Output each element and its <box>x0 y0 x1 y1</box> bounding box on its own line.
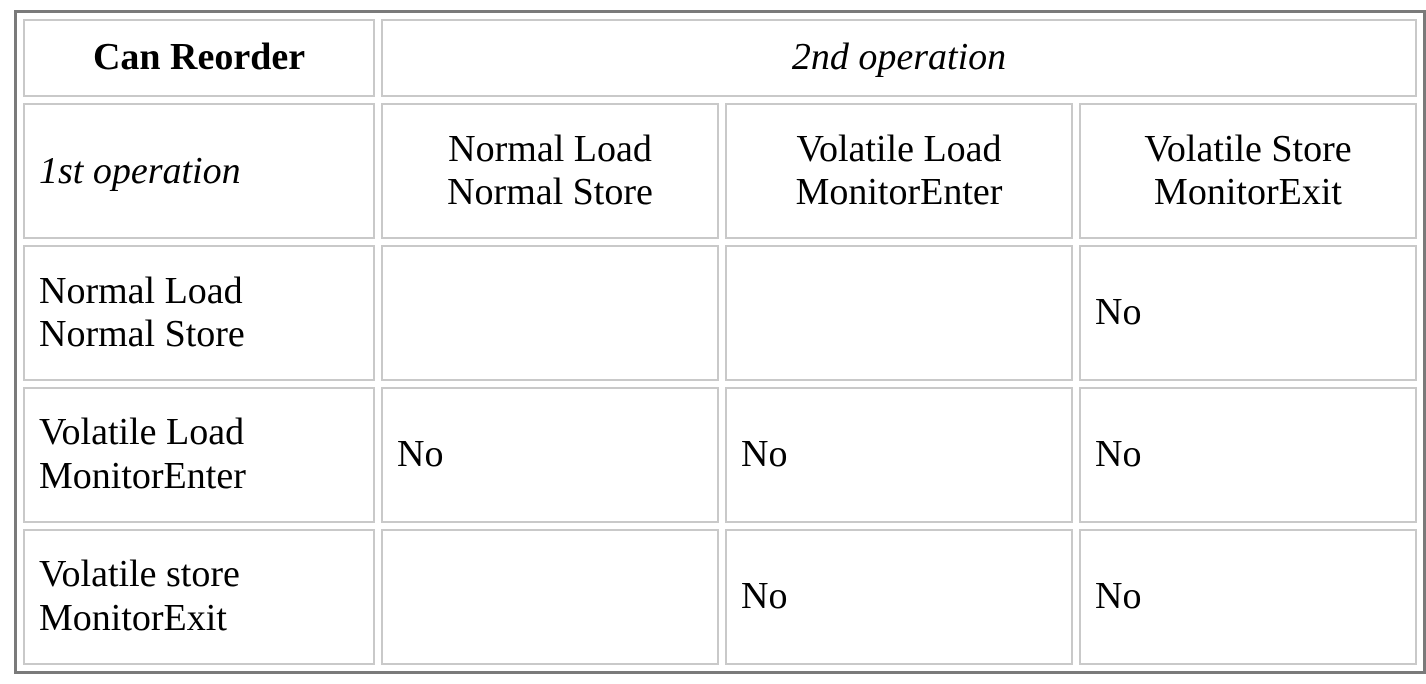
column-header-volatile-store-line1: Volatile Store <box>1144 127 1352 170</box>
cell-normal-volatileload <box>725 245 1073 381</box>
cell-volatileload-normal: No <box>381 387 719 523</box>
row-header-normal <box>23 245 375 381</box>
row-header-volatile-load-line2: MonitorEnter <box>39 455 246 498</box>
row-header-volatile-store-line1: Volatile store <box>39 553 240 596</box>
table-row <box>23 245 1417 381</box>
table-row-column-headers <box>23 103 1417 239</box>
cell-normal-normal <box>381 245 719 381</box>
cell-volatileload-volatileload: No <box>725 387 1073 523</box>
column-header-normal-line1: Normal Load <box>448 127 652 170</box>
row-header-normal-line1: Normal Load <box>39 269 243 312</box>
row-header-volatile-store-line2: MonitorExit <box>39 597 227 640</box>
column-header-normal <box>381 103 719 239</box>
row-header-volatile-store <box>23 529 375 665</box>
table-row <box>23 387 1417 523</box>
column-header-normal-line2: Normal Store <box>447 171 653 214</box>
column-header-volatile-store <box>1079 103 1417 239</box>
row-group-label: 1st operation <box>23 103 375 239</box>
table-row <box>23 529 1417 665</box>
column-header-volatile-store-line2: MonitorExit <box>1154 171 1342 214</box>
table-corner-label: Can Reorder <box>23 19 375 97</box>
cell-normal-volatilestore: No <box>1079 245 1417 381</box>
column-group-label: 2nd operation <box>381 19 1417 97</box>
cell-volatileload-volatilestore: No <box>1079 387 1417 523</box>
cell-volatilestore-normal <box>381 529 719 665</box>
cell-volatilestore-volatilestore: No <box>1079 529 1417 665</box>
table-row-header-top <box>23 19 1417 97</box>
row-header-volatile-load <box>23 387 375 523</box>
column-header-volatile-load-line2: MonitorEnter <box>795 171 1003 214</box>
column-header-volatile-load-line1: Volatile Load <box>796 127 1002 170</box>
column-header-volatile-load <box>725 103 1073 239</box>
row-header-normal-line2: Normal Store <box>39 313 245 356</box>
can-reorder-table <box>14 10 1426 674</box>
cell-volatilestore-volatileload: No <box>725 529 1073 665</box>
row-header-volatile-load-line1: Volatile Load <box>39 411 245 454</box>
